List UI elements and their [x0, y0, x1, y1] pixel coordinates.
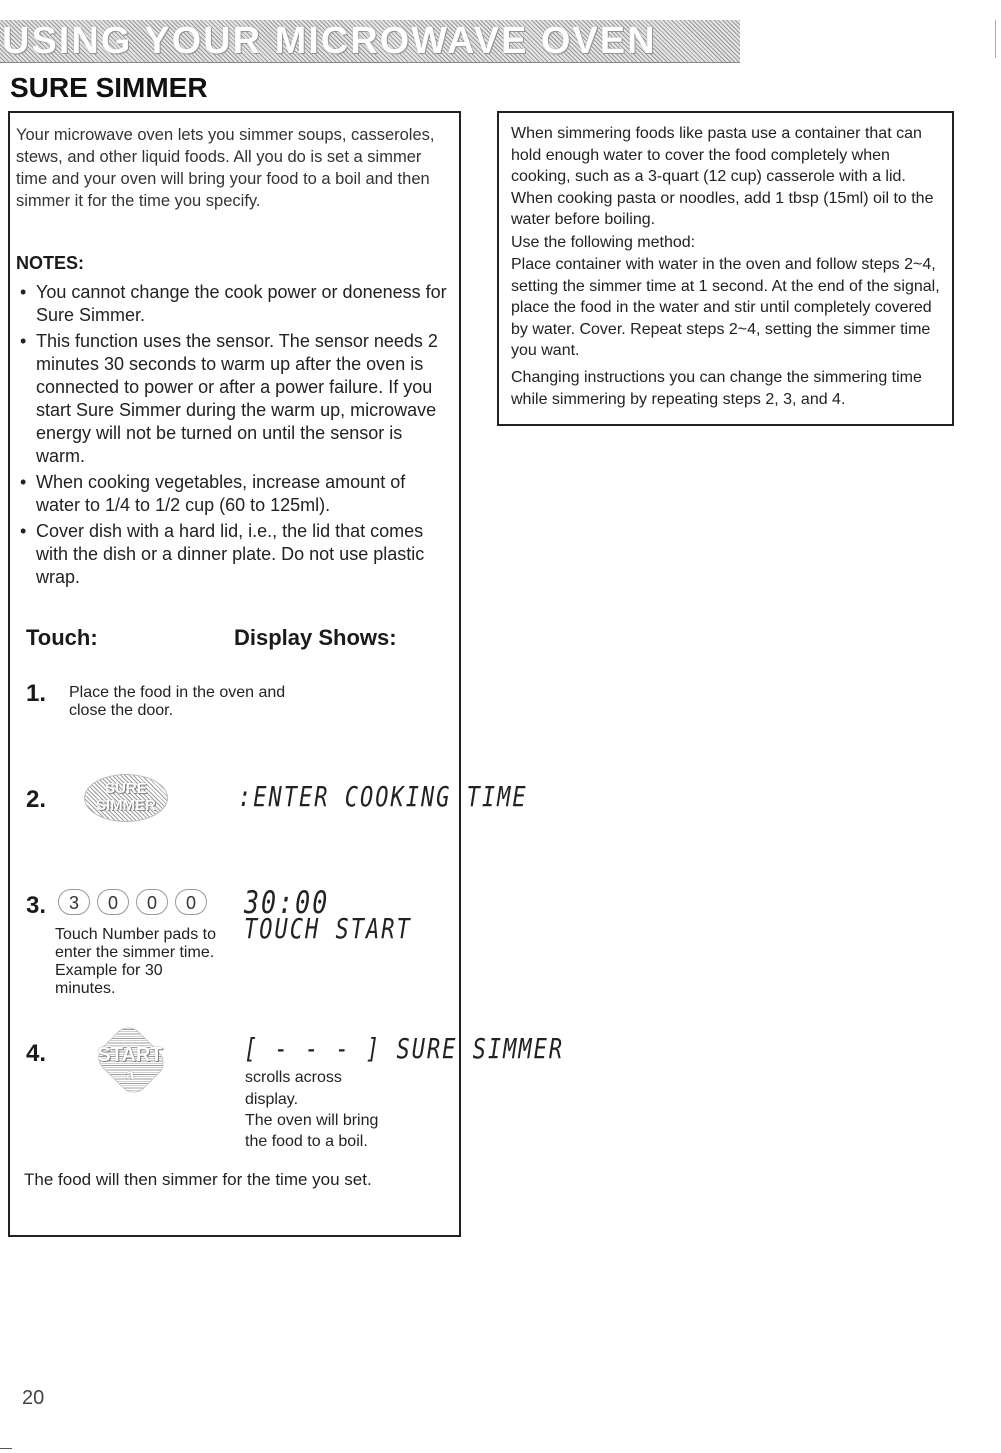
note-text: You cannot change the cook power or doneness for Sure Simmer.	[36, 282, 447, 325]
step-2-display: :ENTER COOKING TIME	[238, 782, 528, 814]
step-4-caption-line2: display.	[245, 1091, 299, 1108]
start-pad-symbol: a	[126, 1066, 134, 1082]
digit-key: 0	[175, 889, 207, 915]
notes-list	[20, 281, 450, 592]
step-3-number: 3.	[26, 892, 47, 919]
simmer-footer-note: The food will then simmer for the time you set.	[24, 1170, 372, 1189]
step-4-number: 4.	[26, 1040, 47, 1067]
step-1-text-line1: Place the food in the oven and	[69, 684, 286, 701]
left-instructions-box	[8, 111, 461, 1237]
bullet-icon: •	[20, 521, 27, 541]
step-4-display: [ - - - ] SURE SIMMER	[244, 1034, 565, 1066]
step-4-caption-line3: The oven will bring	[245, 1112, 379, 1129]
note-text: This function uses the sensor. The sensor needs 2 minutes 30 seconds to warm up after the oven is connected to power or after a power failure. If you start Sure Simmer during the warm up, microwave energy will not be turned on until the sensor is warm.	[36, 331, 438, 466]
step-3-caption-line4: minutes.	[55, 980, 116, 997]
step-1-number: 1.	[26, 680, 47, 707]
start-pad	[80, 1024, 180, 1094]
note-item	[20, 330, 450, 468]
right-paragraph-4: Changing instructions you can change the simmering time while simmering by repeating steps 2, 3, and 4.	[511, 369, 922, 408]
step-3-display-time: 30:00	[244, 884, 330, 921]
sure-simmer-pad	[84, 774, 168, 822]
note-item	[20, 281, 450, 327]
corner-mark	[0, 1448, 12, 1449]
step-3-caption-line3: Example for 30	[55, 962, 163, 979]
display-column-heading: Display Shows:	[234, 625, 397, 650]
sure-simmer-pad-line2: SIMMER	[96, 797, 156, 814]
note-item	[20, 471, 450, 517]
start-pad-label: START	[97, 1044, 163, 1066]
bullet-icon: •	[20, 472, 27, 492]
step-4-caption-line4: the food to a boil.	[245, 1133, 368, 1150]
banner-title: USING YOUR MICROWAVE OVEN	[2, 20, 657, 62]
right-paragraph-3: Place container with water in the oven and follow steps 2~4, setting the simmer time at 1 second. At the end of the signal, place the food in the water and stir until completely covered by water. Cover. Repeat steps 2~4, setting the simmer time you want.	[511, 256, 940, 360]
section-title: SURE SIMMER	[10, 72, 208, 103]
bullet-icon: •	[20, 331, 27, 351]
note-text: Cover dish with a hard lid, i.e., the lid that comes with the dish or a dinner plate. Do not use plastic wrap.	[36, 521, 425, 587]
digit-key: 3	[58, 889, 90, 915]
step-1-text-line2: close the door.	[69, 702, 174, 719]
step-3-display-prompt: TOUCH START	[244, 914, 412, 946]
banner-edge-mark	[995, 20, 996, 58]
digit-key: 0	[97, 889, 129, 915]
touch-column-heading: Touch:	[26, 625, 98, 650]
right-paragraph-1: When simmering foods like pasta use a container that can hold enough water to cover the food completely when cooking, such as a 3-quart (12 cup) casserole with a lid. When cooking pasta or noodles, add 1 tbsp (15ml) oil to the water before boiling.	[511, 125, 934, 229]
page-number: 20	[22, 1387, 45, 1409]
digit-key: 0	[136, 889, 168, 915]
step-4-caption-line1: scrolls across	[245, 1069, 342, 1086]
step-2-number: 2.	[26, 786, 47, 813]
intro-paragraph: Your microwave oven lets you simmer soups, casseroles, stews, and other liquid foods. All you do is set a simmer time and your oven will bring your food to a boil and then simmer it for the time you specify.	[16, 126, 435, 210]
step-3-caption-line1: Touch Number pads to	[55, 926, 216, 943]
note-text: When cooking vegetables, increase amount of water to 1/4 to 1/2 cup (60 to 125ml).	[36, 472, 406, 515]
notes-heading: NOTES:	[16, 253, 85, 273]
bullet-icon: •	[20, 282, 27, 302]
step-3-caption-line2: enter the simmer time.	[55, 944, 215, 961]
right-paragraph-2: Use the following method:	[511, 234, 696, 251]
sure-simmer-pad-line1: SURE	[105, 780, 147, 797]
note-item	[20, 520, 450, 589]
